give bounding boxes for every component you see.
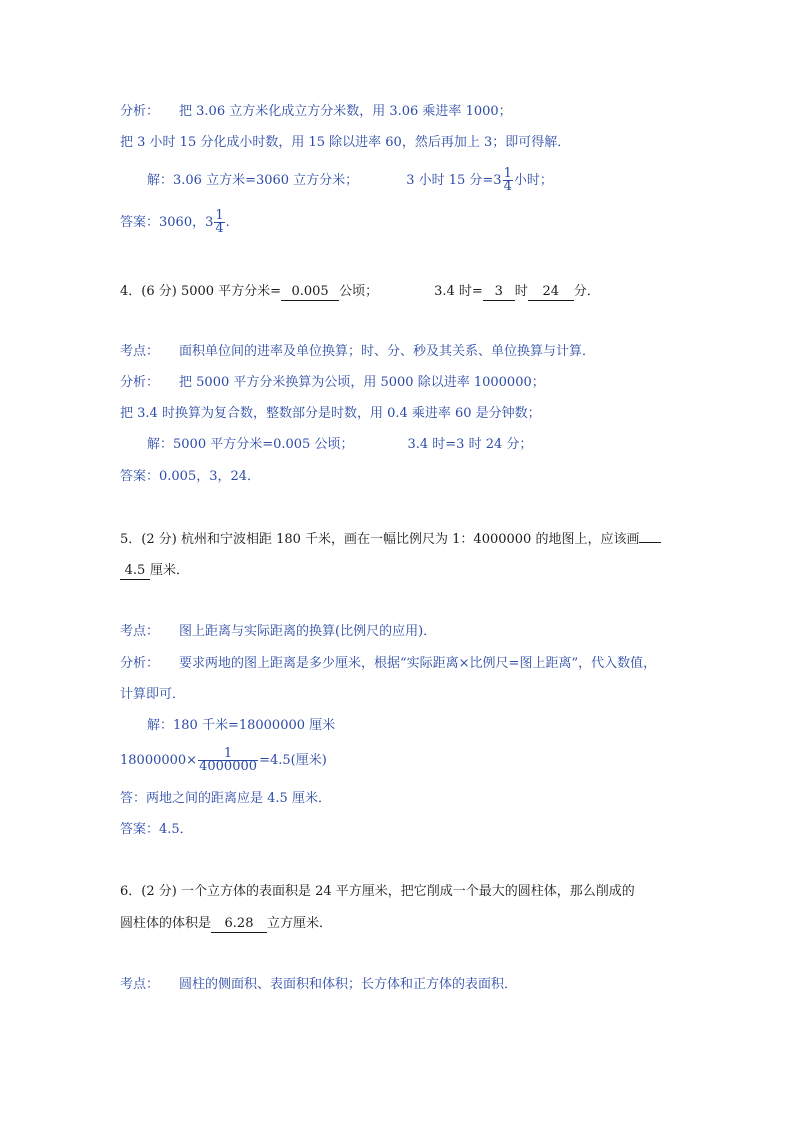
q5-analysis-text-1: 要求两地的图上距离是多少厘米，根据“实际距离×比例尺=图上距离”，代入数值，: [179, 656, 657, 671]
q4-analysis-text-1: 把 5000 平方分米换算为公顷，用 5000 除以进率 1000000；: [179, 375, 545, 390]
q5-answer: 答案：4.5．: [120, 822, 193, 837]
q3-solution-fraction: $\frac{1}{4}$: [503, 166, 512, 194]
q6-blank-1: 6.28: [211, 916, 267, 933]
q5-stem-b: 厘米．: [150, 563, 190, 578]
q5-point-line: [120, 623, 436, 641]
q4-analysis-line-2: 把 3.4 时换算为复合数，整数部分是时数，用 0.4 乘进率 60 是分钟数；: [120, 406, 541, 421]
q4-solution-line: [147, 436, 532, 454]
q5-blank-lead: [639, 542, 661, 543]
q3-solution-line: [147, 168, 553, 193]
q4-blank-2: 3: [483, 284, 515, 301]
q3-analysis-text-1: 把 3.06 立方米化成立方分米数，用 3.06 乘进率 1000；: [179, 104, 512, 119]
q4-stem-b: 公顷；: [339, 284, 379, 299]
q3-solution-b-post: 小时；: [513, 173, 553, 188]
q5-point-label: 考点：: [120, 624, 160, 639]
q3-answer-fraction: $\frac{1}{4}$: [215, 208, 224, 236]
q5-point-text: 图上距离与实际距离的换算(比例尺的应用)．: [179, 624, 437, 639]
q5-analysis-line-1: [120, 655, 656, 673]
q6-point-line: [120, 976, 517, 994]
q3-solution-b-pre: 3 小时 15 分=3: [406, 173, 502, 188]
q5-solution-b-post: =4.5(厘米): [259, 753, 327, 768]
q4-point-label: 考点：: [120, 344, 160, 359]
q3-analysis-line-2: 把 3 小时 15 分化成小时数，用 15 除以进率 60，然后再加上 3；即可得解．: [120, 135, 571, 150]
q6-stem-line-2: [120, 915, 332, 933]
q5-analysis-label: 分析：: [120, 656, 160, 671]
q4-solution-b: 3.4 时=3 时 24 分；: [407, 437, 533, 452]
q4-solution-a: 解：5000 平方分米=0.005 公顷；: [147, 437, 354, 452]
q3-answer-post: .: [225, 215, 230, 230]
q5-stem-line-2: [120, 562, 189, 580]
q5-reply: 答：两地之间的距离应是 4.5 厘米．: [120, 791, 331, 806]
q3-answer-pre: 答案：3060，3: [120, 215, 214, 230]
q6-point-label: 考点：: [120, 977, 160, 992]
q3-solution-a: 解：3.06 立方米=3060 立方分米；: [147, 173, 359, 188]
q5-blank-1: 4.5: [120, 563, 150, 580]
q3-analysis-line-1: [120, 103, 512, 121]
q5-stem-a: 5．(2 分) 杭州和宁波相距 180 千米，画在一幅比例尺为 1：4000000 的地图上，应该画: [120, 532, 640, 547]
q6-stem-b-post: 立方厘米．: [267, 916, 333, 931]
q4-stem-e: 分．: [573, 284, 600, 299]
q5-stem-line-1: [120, 531, 661, 549]
q3-answer-line: [120, 210, 230, 235]
q6-stem-b-pre: 圆柱体的体积是: [120, 916, 212, 931]
q6-stem-line-1: 6．(2 分) 一个立方体的表面积是 24 平方厘米，把它削成一个最大的圆柱体，那么削成的: [120, 884, 635, 899]
q5-solution-b-pre: 18000000×: [120, 753, 198, 768]
q4-answer: 答案：0.005，3，24．: [120, 469, 261, 484]
q4-analysis-line-1: [120, 374, 545, 392]
q4-stem-d: 时: [514, 284, 528, 299]
q4-analysis-label: 分析：: [120, 375, 160, 390]
q5-analysis-line-2: 计算即可．: [120, 687, 186, 702]
q5-solution-a: 解：180 千米=18000000 厘米: [147, 718, 336, 733]
q4-point-text: 面积单位间的进率及单位换算；时、分、秒及其关系、单位换算与计算．: [179, 344, 596, 359]
q4-stem-c: 3.4 时=: [434, 284, 483, 299]
q4-stem-a: 4．(6 分) 5000 平方分米=: [120, 284, 282, 299]
q5-solution-fraction: $\frac{1}{4000000}$: [199, 746, 258, 774]
q4-blank-1: 0.005: [281, 284, 339, 301]
q4-point-line: [120, 343, 595, 361]
q5-solution-b: [120, 748, 327, 773]
q3-analysis-label: 分析：: [120, 104, 160, 119]
q4-blank-3: 24: [528, 284, 574, 301]
q4-stem: [120, 283, 600, 301]
q6-point-text: 圆柱的侧面积、表面积和体积；长方体和正方体的表面积．: [179, 977, 518, 992]
